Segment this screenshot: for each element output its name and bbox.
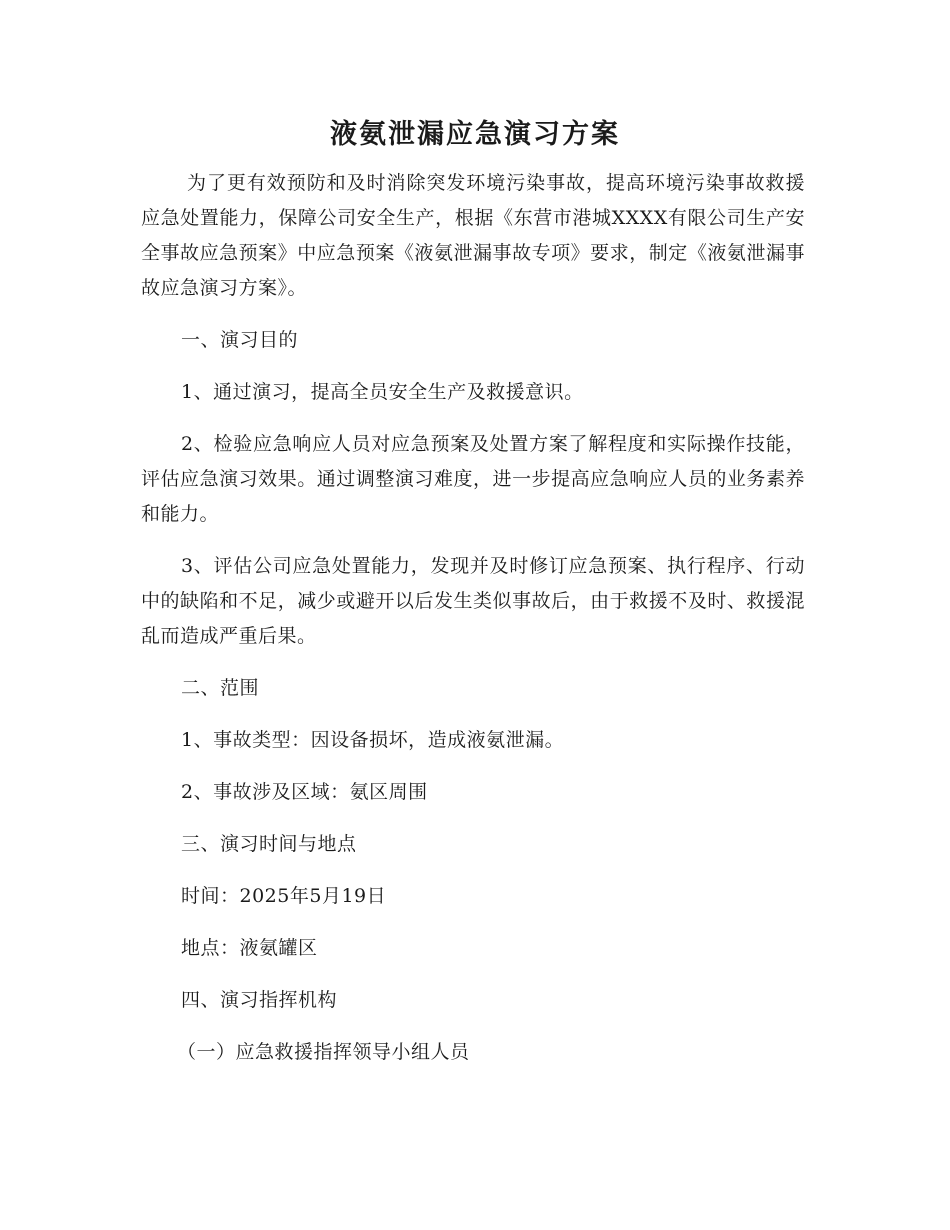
section-heading-time-place: 三、演习时间与地点 (181, 833, 357, 855)
command-subsection-1: （一）应急救援指挥领导小组人员 (177, 1041, 470, 1063)
drill-place: 地点：液氨罐区 (181, 937, 318, 959)
purpose-item-2: 2、检验应急响应人员对应急预案及处置方案了解程度和实际操作技能，评估应急演习效果。通过调整演习难度，进一步提高应急响应人员的业务素养和能力。 (141, 433, 805, 525)
drill-time: 时间：2025年5月19日 (181, 885, 387, 907)
scope-item-1: 1、事故类型：因设备损坏，造成液氨泄漏。 (181, 729, 565, 751)
purpose-item-3: 3、评估公司应急处置能力，发现并及时修订应急预案、执行程序、行动中的缺陷和不足，减少或避开以后发生类似事故后，由于救援不及时、救援混乱而造成严重后果。 (141, 555, 805, 647)
section-heading-command: 四、演习指挥机构 (181, 989, 338, 1011)
intro-paragraph: 为了更有效预防和及时消除突发环境污染事故，提高环境污染事故救援应急处置能力，保障公司安全生产，根据《东营市港城XXXX有限公司生产安全事故应急预案》中应急预案《液氨泄漏事故专项》要求，制定《液氨泄漏事故应急演习方案》。 (141, 172, 805, 299)
scope-item-2: 2、事故涉及区域：氨区周围 (181, 781, 428, 803)
document-title: 液氨泄漏应急演习方案 (330, 119, 620, 150)
section-heading-purpose: 一、演习目的 (181, 329, 299, 351)
document-body (141, 166, 805, 1087)
purpose-item-1: 1、通过演习，提高全员安全生产及救援意识。 (181, 381, 584, 403)
section-heading-scope: 二、范围 (181, 677, 260, 699)
